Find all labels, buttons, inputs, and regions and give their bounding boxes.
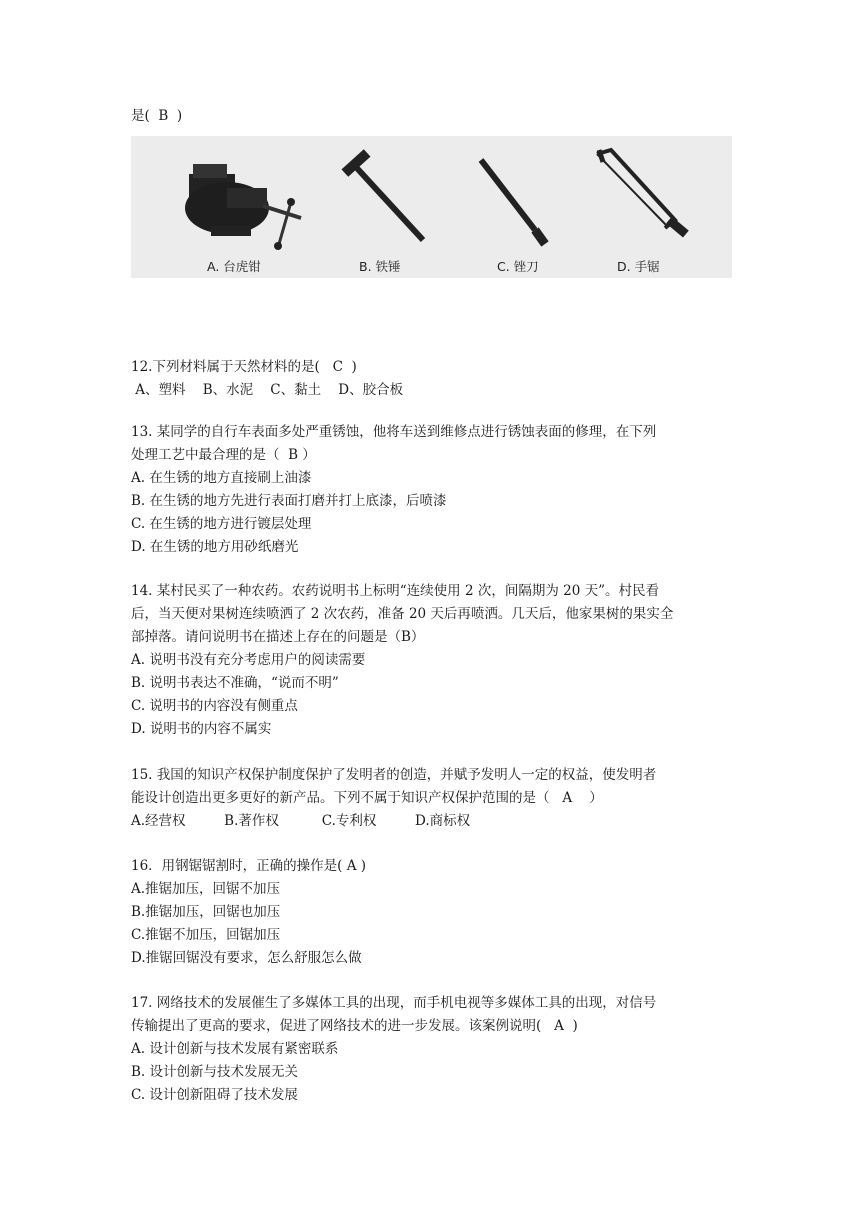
- label-bench-vise: A. 台虎钳: [207, 259, 261, 274]
- q16-option-a: A.推锯加压，回锯不加压: [131, 881, 281, 897]
- q13-option-c: C. 在生锈的地方进行镀层处理: [131, 516, 312, 532]
- q17-option-a: A. 设计创新与技术发展有紧密联系: [131, 1041, 339, 1057]
- tools-figure: [131, 136, 732, 278]
- q13-option-d: D. 在生锈的地方用砂纸磨光: [131, 539, 299, 555]
- q14-text: 14. 某村民买了一种农药。农药说明书上标明“连续使用 2 次，间隔期为 20 天”。村民看: [131, 583, 659, 599]
- q13-text-cont: 处理工艺中最合理的是（ B ）: [131, 447, 316, 463]
- q14-text-cont2: 部掉落。请问说明书在描述上存在的问题是（B）: [131, 629, 425, 645]
- q17-text: 17. 网络技术的发展催生了多媒体工具的出现，而手机电视等多媒体工具的出现，对信号: [131, 995, 657, 1011]
- q12-options: A、塑料 B、水泥 C、黏土 D、胶合板: [131, 382, 404, 398]
- label-file: C. 锉刀: [497, 259, 539, 274]
- label-hammer: B. 铁锤: [359, 259, 401, 274]
- bench-vise-icon: [185, 164, 301, 250]
- q13-option-b: B. 在生锈的地方先进行表面打磨并打上底漆，后喷漆: [131, 493, 447, 509]
- q13-text: 13. 某同学的自行车表面多处严重锈蚀，他将车送到维修点进行锈蚀表面的修理，在下列: [131, 424, 657, 440]
- q14-option-b: B. 说明书表达不准确，“说而不明”: [131, 675, 339, 691]
- q12-text: 12.下列材料属于天然材料的是( C ): [131, 359, 357, 375]
- q14-option-c: C. 说明书的内容没有侧重点: [131, 698, 298, 714]
- hand-saw-icon: [597, 150, 689, 238]
- label-hand-saw: D. 手锯: [617, 259, 660, 274]
- q17-option-b: B. 设计创新与技术发展无关: [131, 1064, 299, 1080]
- q16-option-b: B.推锯加压，回锯也加压: [131, 904, 281, 920]
- q15-text-cont: 能设计创造出更多更好的新产品。下列不属于知识产权保护范围的是（ A ）: [131, 790, 603, 806]
- file-icon: [481, 160, 545, 244]
- q14-text-cont: 后，当天便对果树连续喷洒了 2 次农药，准备 20 天后再喷洒。几天后，他家果树的果实全: [131, 606, 674, 622]
- q17-option-c: C. 设计创新阻碍了技术发展: [131, 1087, 298, 1103]
- q14-option-a: A. 说明书没有充分考虑用户的阅读需要: [131, 652, 366, 668]
- q17-text-cont: 传输提出了更高的要求，促进了网络技术的进一步发展。该案例说明( A ): [131, 1018, 578, 1034]
- q16-text: 16．用钢锯锯割时，正确的操作是( A ): [131, 858, 367, 874]
- q14-option-d: D. 说明书的内容不属实: [131, 721, 272, 737]
- line-answer-prev: 是( B ): [131, 108, 183, 124]
- q16-option-d: D.推锯回锯没有要求，怎么舒服怎么做: [131, 950, 362, 966]
- q15-options: A.经营权 B.著作权 C.专利权 D.商标权: [131, 813, 471, 829]
- q15-text: 15. 我国的知识产权保护制度保护了发明者的创造，并赋予发明人一定的权益，使发明者: [131, 767, 657, 783]
- q13-option-a: A. 在生锈的地方直接刷上油漆: [131, 470, 312, 486]
- q16-option-c: C.推锯不加压，回锯加压: [131, 927, 281, 943]
- hammer-icon: [342, 149, 423, 240]
